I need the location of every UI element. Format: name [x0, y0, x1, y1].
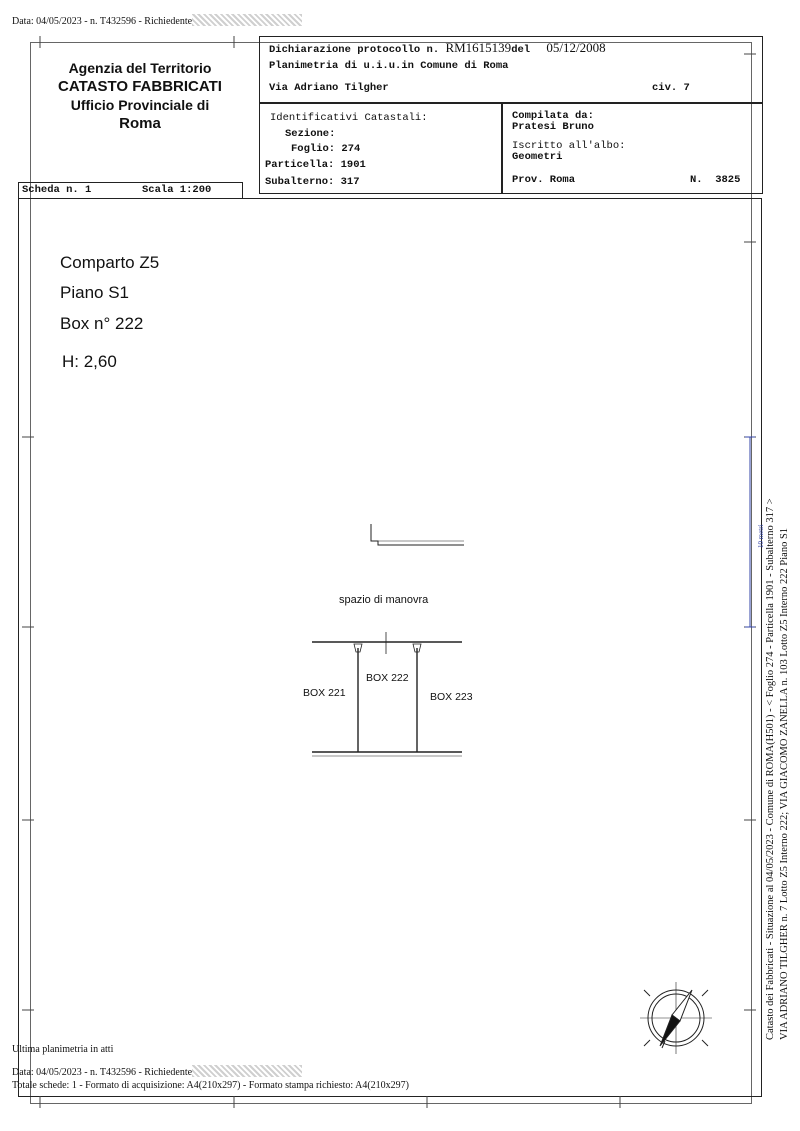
manovra-label: spazio di manovra: [339, 594, 429, 606]
civic-number: civ. 7: [652, 82, 690, 94]
comparto-label: Comparto Z5: [60, 253, 160, 272]
ultima-planimetria: Ultima planimetria in atti: [12, 1044, 114, 1055]
scala: Scala 1:200: [142, 184, 212, 196]
sezione: Sezione:: [285, 128, 336, 140]
date-line-text: Data: 04/05/2023 - n. T432596 - Richiedente: [12, 16, 193, 27]
compass-icon: [632, 978, 722, 1058]
scale-bar-label: 10 metri: [757, 524, 765, 548]
piano-label: Piano S1: [60, 283, 129, 302]
protocol-del: del: [511, 44, 531, 56]
footer-date-line: [12, 1065, 302, 1078]
footer-date-text: Data: 04/05/2023 - n. T432596 - Richiedente: [12, 1067, 193, 1078]
compilata-title: Compilata da:: [512, 110, 594, 122]
footer-totale: Totale schede: 1 - Formato di acquisizione: A4(210x297) - Formato stampa richiesto: A4(210x297): [12, 1080, 409, 1091]
albo-value: Geometri: [512, 151, 563, 163]
provincia: Prov. Roma: [512, 174, 576, 186]
box-label: Box n° 222: [60, 314, 144, 333]
protocol-number: RM1615139: [445, 40, 512, 55]
address-line: Via Adriano Tilgher: [269, 82, 389, 94]
compilata-name: Pratesi Bruno: [512, 121, 594, 133]
box-223-label: BOX 223: [430, 691, 473, 703]
subalterno: Subalterno: 317: [265, 176, 360, 188]
protocol-label: Dichiarazione protocollo n.: [269, 44, 440, 56]
office-label: Ufficio Provinciale di: [70, 97, 210, 113]
side-situation-line: Catasto dei Fabbricati - Situazione al 04/05/2023 - Comune di ROMA(H501) - < Foglio 274 - Particella 1901 - Subalterno 317 >: [765, 498, 776, 1040]
office-city: Roma: [119, 115, 161, 132]
box-222-label: BOX 222: [366, 672, 409, 684]
box-221-label: BOX 221: [303, 687, 346, 699]
catasto-title: CATASTO FABBRICATI: [58, 78, 222, 95]
iscritto-label: Iscritto all'albo:: [512, 140, 626, 152]
agency-name: Agenzia del Territorio: [68, 60, 212, 76]
particella: Particella: 1901: [265, 159, 366, 171]
identificativi-title: Identificativi Catastali:: [270, 112, 428, 124]
protocol-date: 05/12/2008: [546, 40, 606, 55]
side-address-line: VIA ADRIANO TILGHER n. 7 Lotto Z5 Interno 222; VIA GIACOMO ZANELLA n. 103 Lotto Z5 Interno 222 Piano S1: [779, 527, 790, 1040]
footer-redacted: [192, 1065, 302, 1077]
height-label: H: 2,60: [62, 352, 117, 371]
planimetria-line: Planimetria di u.i.u.in Comune di Roma: [269, 60, 509, 72]
scheda-number: Scheda n. 1: [22, 184, 92, 196]
foglio: Foglio: 274: [291, 143, 361, 155]
albo-number: N. 3825: [690, 174, 741, 186]
